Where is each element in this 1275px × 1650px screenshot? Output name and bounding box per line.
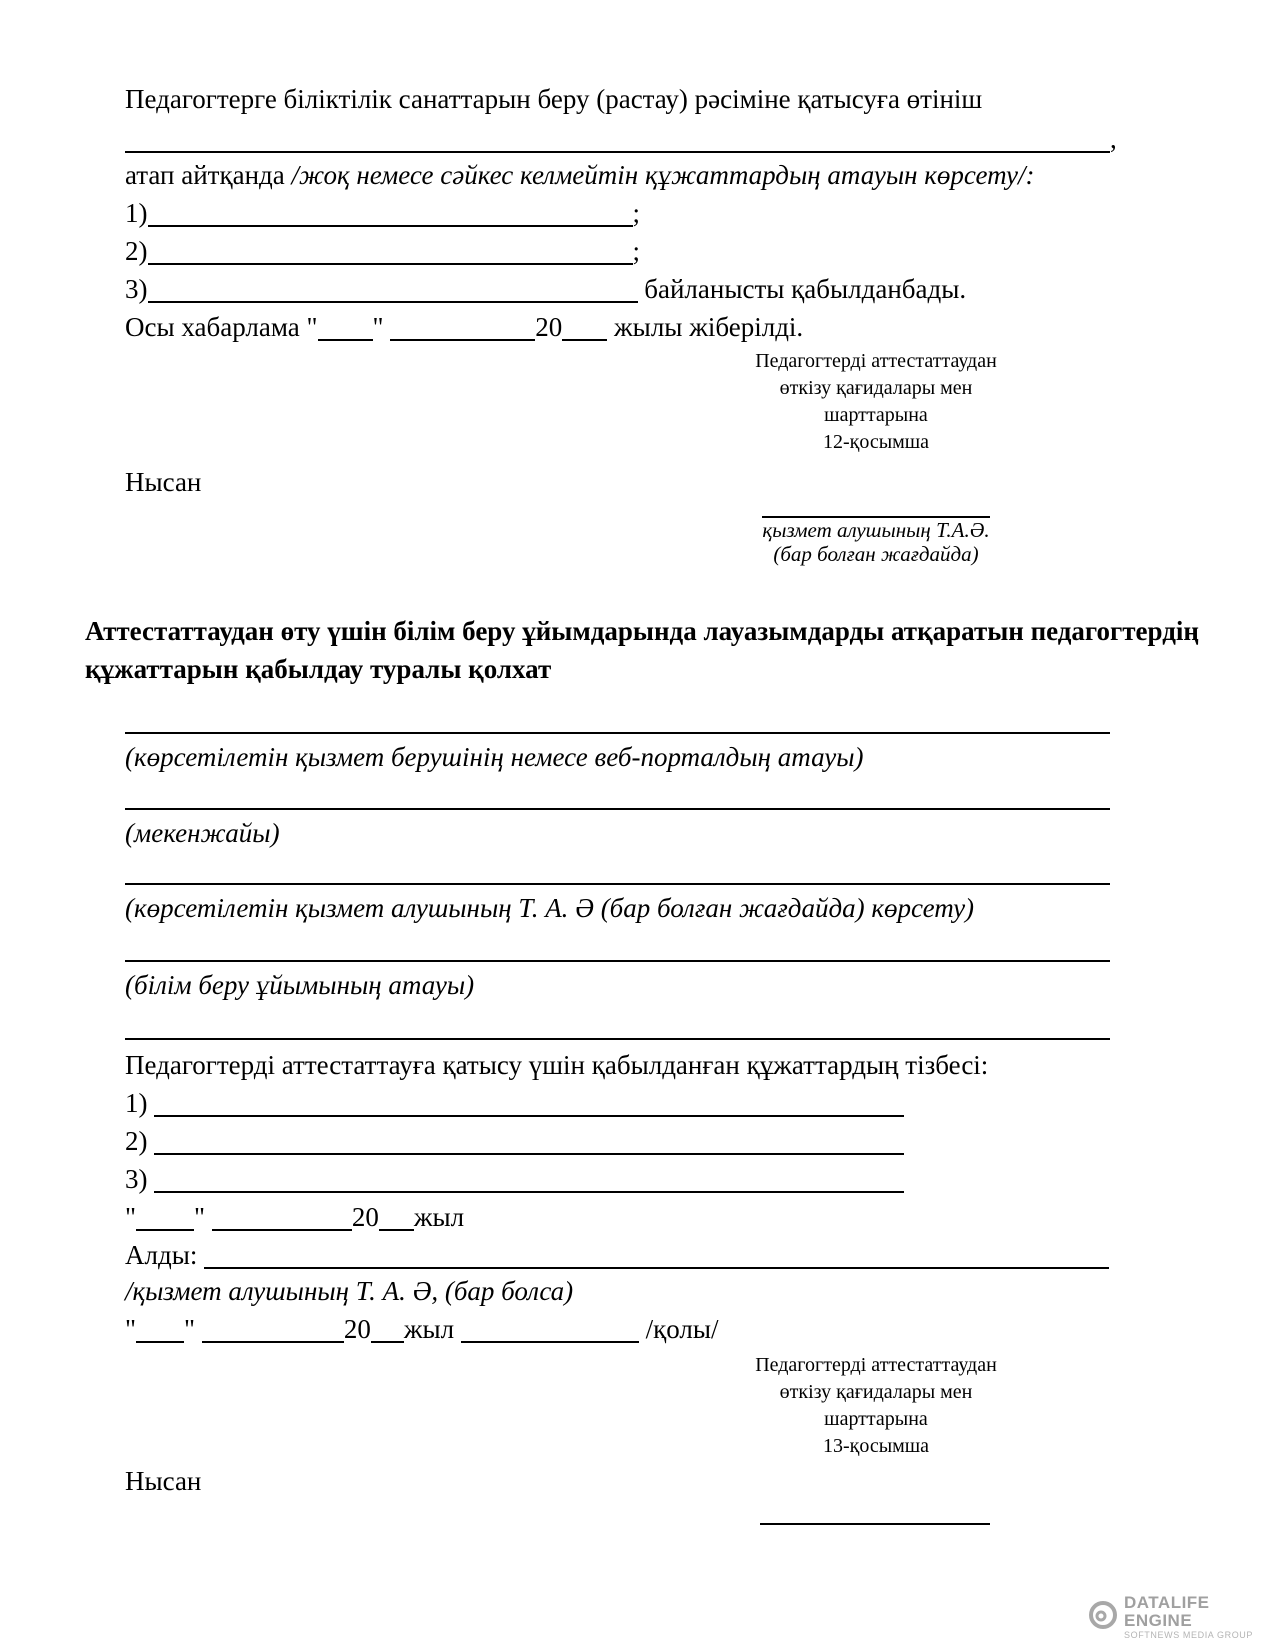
quote: " (194, 1202, 206, 1232)
comma: , (1110, 124, 1117, 154)
logo-text (1124, 1594, 1275, 1640)
signature-line (762, 498, 990, 518)
item-number: 1) (125, 198, 148, 228)
appendix-note-line: 12-қосымша (822, 431, 930, 453)
receipt-heading-line: Аттестаттаудан өту үшін білім беру ұйымдарында лауазымдарды атқаратын педагогтердің (85, 616, 1199, 646)
reason-prefix: атап айтқанда (125, 160, 292, 190)
doc-title: Педагогтерге біліктілік санаттарын беру (растау) рәсіміне қатысуға өтініш (125, 84, 983, 114)
sent-date-row (125, 308, 803, 346)
year-blank (562, 314, 607, 341)
field-rule (125, 883, 1110, 885)
datalife-eye-icon (1088, 1600, 1118, 1635)
received-note: /қызмет алушының Т. А. Ә, (бар болса) (125, 1276, 574, 1306)
sent-prefix: Осы хабарлама (125, 312, 307, 342)
reason-row (125, 156, 1034, 194)
field-caption: (көрсетілетін қызмет берушінің немесе веб-порталдың атауы) (125, 742, 864, 772)
year-suffix: жыл (403, 1314, 455, 1344)
fill-line-row (125, 120, 1117, 158)
appendix-note-line: 13-қосымша (822, 1435, 930, 1457)
date-suffix: жыл (413, 1202, 465, 1232)
appendix-note-line: өткізу қағидалары мен (779, 1381, 973, 1403)
quote: " (125, 1202, 137, 1232)
field-caption: (білім беру ұйымының атауы) (125, 970, 475, 1000)
quote: " (306, 312, 318, 342)
logo-subtitle: SOFTNEWS MEDIA GROUP (1124, 1630, 1254, 1640)
item-tail: байланысты қабылданбады. (644, 274, 967, 304)
day-blank (136, 1204, 194, 1231)
receipt-heading (85, 612, 1199, 688)
fill-blank (125, 126, 1110, 153)
field-rule (125, 732, 1110, 734)
fill-blank (154, 1128, 904, 1155)
signature-blank (461, 1316, 639, 1343)
appendix-note-12 (700, 348, 1052, 456)
item-tail: ; (632, 236, 641, 266)
receipt-item-3 (125, 1160, 904, 1198)
appendix-note-13 (700, 1352, 1052, 1460)
appendix-note-line: шарттарына (824, 404, 928, 426)
field-rule (125, 960, 1110, 962)
notice-item-1 (125, 194, 640, 232)
logo-title: DATALIFE ENGINE (1124, 1593, 1210, 1630)
datalife-logo (1088, 1594, 1275, 1640)
received-label: Алды: (125, 1240, 198, 1270)
signature-caption: (бар болған жағдайда) (773, 542, 979, 566)
received-row (125, 1236, 1109, 1274)
field-rule (125, 808, 1110, 810)
year-blank (379, 1204, 414, 1231)
signature-suffix: /қолы/ (645, 1314, 719, 1344)
item-tail: ; (632, 198, 641, 228)
fill-blank (148, 238, 633, 265)
form-label: Нысан (125, 1466, 202, 1496)
list-title: Педагогтерді аттестаттауға қатысу үшін қабылданған құжаттардың тізбесі: (125, 1050, 989, 1080)
notice-item-2 (125, 232, 640, 270)
year-prefix: 20 (535, 312, 563, 342)
field-caption: (мекенжайы) (125, 818, 280, 848)
signature-line (760, 1505, 990, 1525)
fill-blank (154, 1166, 904, 1193)
fill-blank (154, 1090, 904, 1117)
receipt-date-row (125, 1198, 464, 1236)
appendix-note-line: өткізу қағидалары мен (779, 377, 973, 399)
quote: " (125, 1314, 137, 1344)
quote: " (184, 1314, 196, 1344)
item-number: 3) (125, 1164, 148, 1194)
receipt-heading-line: құжаттарын қабылдау туралы қолхат (85, 654, 552, 684)
appendix-note-line: Педагогтерді аттестаттаудан (755, 1354, 997, 1376)
field-rule (125, 1038, 1110, 1040)
receipt-item-1 (125, 1084, 904, 1122)
appendix-note-line: Педагогтерді аттестаттаудан (755, 350, 997, 372)
day-blank (318, 314, 373, 341)
sign-date-row (125, 1310, 718, 1348)
day-blank (136, 1316, 184, 1343)
month-blank (202, 1316, 344, 1343)
item-number: 3) (125, 274, 148, 304)
receipt-item-2 (125, 1122, 904, 1160)
appendix-note-line: шарттарына (824, 1408, 928, 1430)
month-blank (390, 314, 535, 341)
notice-item-3 (125, 270, 966, 308)
field-caption: (көрсетілетін қызмет алушының Т. А. Ә (бар болған жағдайда) көрсету) (125, 893, 975, 923)
reason-note: /жоқ немесе сәйкес келмейтін құжаттардың атауын көрсету/: (291, 160, 1035, 190)
item-number: 1) (125, 1088, 148, 1118)
signature-caption: қызмет алушының Т.А.Ә. (762, 518, 990, 542)
year-prefix: 20 (351, 1202, 379, 1232)
year-prefix: 20 (343, 1314, 371, 1344)
fill-blank (148, 200, 633, 227)
fill-blank (148, 276, 638, 303)
sent-suffix: жылы жіберілді. (614, 312, 804, 342)
fill-blank (204, 1242, 1109, 1269)
item-number: 2) (125, 1126, 148, 1156)
item-number: 2) (125, 236, 148, 266)
form-label: Нысан (125, 467, 202, 497)
month-blank (212, 1204, 352, 1231)
signature-block (700, 498, 1052, 566)
year-blank (371, 1316, 404, 1343)
quote: " (372, 312, 384, 342)
